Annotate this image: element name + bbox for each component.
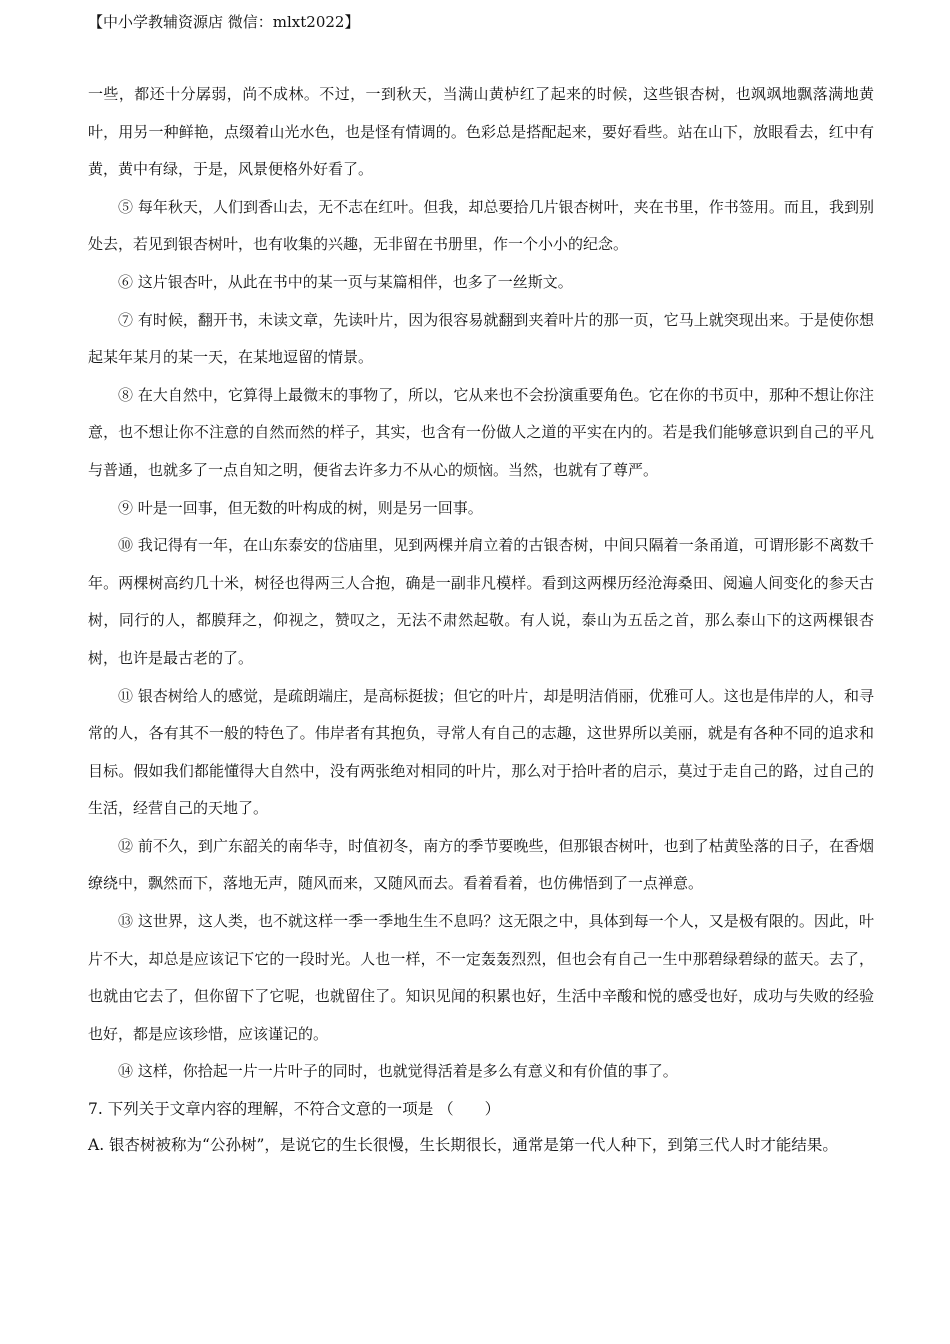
question-option-a: A. 银杏树被称为“公孙树”，是说它的生长很慢，生长期很长，通常是第一代人种下，到第三代人时才能结果。 (88, 1136, 838, 1154)
article-paragraph: ⑩ 我记得有一年，在山东泰安的岱庙里，见到两棵并肩立着的古银杏树，中间只隔着一条甬道，可谓形影不离数千年。两棵树高约几十米，树径也得两三人合抱，确是一副非凡模样。看到这两棵历经沧海桑田、阅遍人间变化的参天古树，同行的人，都膜拜之，仰视之，赞叹之，无法不肃然起敬。有人说，泰山为五岳之首，那么泰山下的这两棵银杏树，也许是最古老的了。 (88, 536, 874, 667)
article-paragraph: ⑤ 每年秋天，人们到香山去，无不志在红叶。但我，却总要拾几片银杏树叶，夹在书里，作书签用。而且，我到别处去，若见到银杏树叶，也有收集的兴趣，无非留在书册里，作一个小小的纪念。 (88, 197, 874, 254)
article-paragraph: ⑦ 有时候，翻开书，未读文章，先读叶片，因为很容易就翻到夹着叶片的那一页，它马上就突现出来。于是使你想起某年某月的某一天，在某地逗留的情景。 (88, 310, 874, 367)
article-body (88, 76, 874, 1091)
article-paragraph: ⑫ 前不久，到广东韶关的南华寺，时值初冬，南方的季节要晚些，但那银杏树叶，也到了枯黄坠落的日子，在香烟缭绕中，飘然而下，落地无声，随风而来，又随风而去。看着看着，也仿佛悟到了一点禅意。 (88, 836, 874, 893)
article-paragraph: ⑥ 这片银杏叶，从此在书中的某一页与某篇相伴，也多了一丝斯文。 (118, 272, 573, 291)
article-paragraph: ⑭ 这样，你拾起一片一片叶子的同时，也就觉得活着是多么有意义和有价值的事了。 (118, 1062, 678, 1081)
article-paragraph: ⑪ 银杏树给人的感觉，是疏朗端庄，是高标挺拔；但它的叶片，却是明洁俏丽，优雅可人。这也是伟岸的人，和寻常的人，各有其不一般的特色了。伟岸者有其抱负，寻常人有自己的志趣，这世界所以美丽，就是有各种不同的追求和目标。假如我们都能懂得大自然中，没有两张绝对相同的叶片，那么对于拾叶者的启示，莫过于走自己的路，过自己的生活，经营自己的天地了。 (88, 686, 874, 818)
question-block (88, 1093, 874, 1164)
article-paragraph: ⑧ 在大自然中，它算得上最微末的事物了，所以，它从来也不会扮演重要角色。它在你的书页中，那种不想让你注意，也不想让你不注意的自然而然的样子，其实，也含有一份做人之道的平实在内的。若是我们能够意识到自己的平凡与普通，也就多了一点自知之明，便省去许多力不从心的烦恼。当然，也就有了尊严。 (88, 385, 874, 479)
article-paragraph: 一些，都还十分孱弱，尚不成林。不过，一到秋天，当满山黄栌红了起来的时候，这些银杏树，也飒飒地飘落满地黄叶，用另一种鲜艳，点缀着山光水色，也是怪有情调的。色彩总是搭配起来，要好看些。站在山下，放眼看去，红中有黄，黄中有绿，于是，风景便格外好看了。 (88, 85, 874, 179)
question-stem: 7. 下列关于文章内容的理解，不符合文意的一项是 （ ） (88, 1100, 501, 1118)
article-paragraph: ⑨ 叶是一回事，但无数的叶构成的树，则是另一回事。 (118, 498, 483, 517)
article-paragraph: ⑬ 这世界，这人类，也不就这样一季一季地生生不息吗？这无限之中，具体到每一个人，又是极有限的。因此，叶片不大，却总是应该记下它的一段时光。人也一样，不一定轰轰烈烈，但也会有自己一生中那碧绿碧绿的蓝天。去了，也就由它去了，但你留下了它呢，也就留住了。知识见闻的积累也好，生活中辛酸和悦的感受也好，成功与失败的经验也好，都是应该珍惜，应该谨记的。 (88, 912, 874, 1043)
header-watermark: 【中小学教辅资源店 微信：mlxt2022】 (88, 13, 360, 31)
